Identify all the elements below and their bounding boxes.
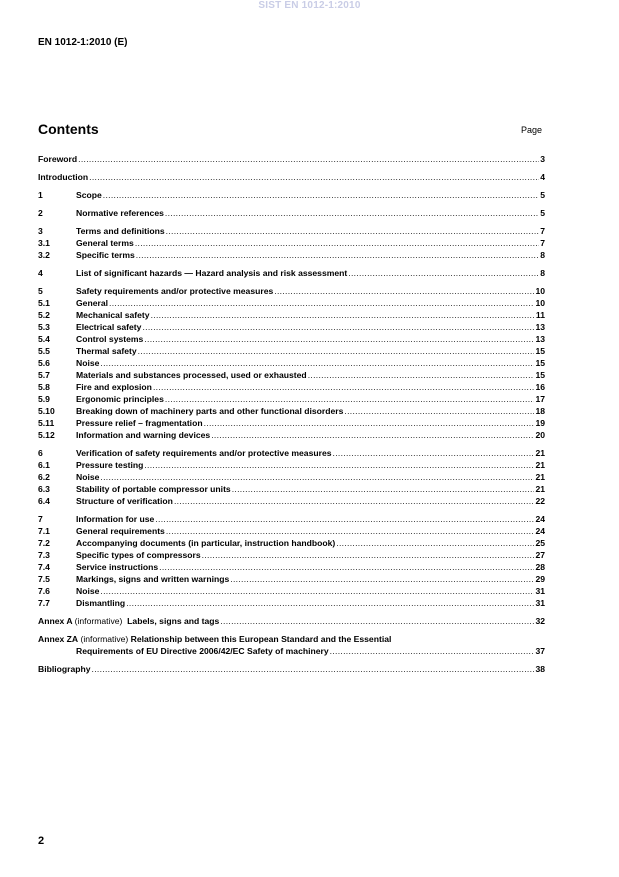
page-column-label: Page: [521, 125, 543, 135]
toc-entry-annex-za-line2[interactable]: Requirements of EU Directive 2006/42/EC Safety of machinery ..... 37: [38, 645, 545, 657]
document-id: EN 1012-1:2010 (E): [38, 37, 128, 48]
toc-entry-1[interactable]: 1 Scope ..... 5: [38, 189, 545, 201]
toc-entry-7[interactable]: 7 Information for use ..... 24: [38, 513, 545, 525]
toc-entry-7-5[interactable]: 7.5 Markings, signs and written warnings ..... 29: [38, 573, 545, 585]
toc-entry-5[interactable]: 5 Safety requirements and/or protective measures ..... 10: [38, 285, 545, 297]
toc-entry-6-3[interactable]: 6.3 Stability of portable compressor units ..... 21: [38, 483, 545, 495]
toc-entry-3[interactable]: 3 Terms and definitions ..... 7: [38, 225, 545, 237]
toc-entry-introduction[interactable]: Introduction ..... 4: [38, 171, 545, 183]
toc-entry-5-2[interactable]: 5.2 Mechanical safety ..... 11: [38, 309, 545, 321]
toc-entry-5-9[interactable]: 5.9 Ergonomic principles ..... 17: [38, 393, 545, 405]
toc-entry-6[interactable]: 6 Verification of safety requirements and/or protective measures ..... 21: [38, 447, 545, 459]
toc-entry-bibliography[interactable]: Bibliography ..... 38: [38, 663, 545, 675]
toc-entry-3-1[interactable]: 3.1 General terms ..... 7: [38, 237, 545, 249]
toc-entry-5-10[interactable]: 5.10 Breaking down of machinery parts and other functional disorders ..... 18: [38, 405, 545, 417]
table-of-contents: [38, 153, 545, 675]
toc-entry-5-11[interactable]: 5.11 Pressure relief – fragmentation ..... 19: [38, 417, 545, 429]
toc-entry-7-6[interactable]: 7.6 Noise ..... 31: [38, 585, 545, 597]
toc-entry-7-7[interactable]: 7.7 Dismantling ..... 31: [38, 597, 545, 609]
toc-entry-5-8[interactable]: 5.8 Fire and explosion ..... 16: [38, 381, 545, 393]
toc-entry-3-2[interactable]: 3.2 Specific terms ..... 8: [38, 249, 545, 261]
toc-entry-5-3[interactable]: 5.3 Electrical safety ..... 13: [38, 321, 545, 333]
toc-entry-annex-za-line1[interactable]: Annex ZA (informative) Relationship between this European Standard and the Essential: [38, 634, 392, 644]
toc-entry-7-4[interactable]: 7.4 Service instructions ..... 28: [38, 561, 545, 573]
toc-entry-2[interactable]: 2 Normative references ..... 5: [38, 207, 545, 219]
toc-entry-5-5[interactable]: 5.5 Thermal safety ..... 15: [38, 345, 545, 357]
toc-entry-foreword[interactable]: Foreword ..... 3: [38, 153, 545, 165]
toc-entry-6-2[interactable]: 6.2 Noise ..... 21: [38, 471, 545, 483]
toc-entry-annex-a[interactable]: Annex A (informative) Labels, signs and tags ..... 32: [38, 615, 545, 627]
toc-entry-5-1[interactable]: 5.1 General ..... 10: [38, 297, 545, 309]
toc-entry-6-4[interactable]: 6.4 Structure of verification ..... 22: [38, 495, 545, 507]
toc-entry-4[interactable]: 4 List of significant hazards — Hazard analysis and risk assessment ..... 8: [38, 267, 545, 279]
toc-entry-5-6[interactable]: 5.6 Noise ..... 15: [38, 357, 545, 369]
contents-title: Contents: [38, 121, 99, 137]
watermark: SIST EN 1012-1:2010: [258, 0, 361, 11]
toc-entry-5-7[interactable]: 5.7 Materials and substances processed, used or exhausted ..... 15: [38, 369, 545, 381]
toc-entry-6-1[interactable]: 6.1 Pressure testing ..... 21: [38, 459, 545, 471]
toc-entry-5-4[interactable]: 5.4 Control systems ..... 13: [38, 333, 545, 345]
toc-entry-7-2[interactable]: 7.2 Accompanying documents (in particular, instruction handbook) ..... 25: [38, 537, 545, 549]
toc-entry-7-1[interactable]: 7.1 General requirements ..... 24: [38, 525, 545, 537]
page-number: 2: [38, 835, 45, 847]
toc-entry-7-3[interactable]: 7.3 Specific types of compressors ..... 27: [38, 549, 545, 561]
toc-entry-5-12[interactable]: 5.12 Information and warning devices ..... 20: [38, 429, 545, 441]
